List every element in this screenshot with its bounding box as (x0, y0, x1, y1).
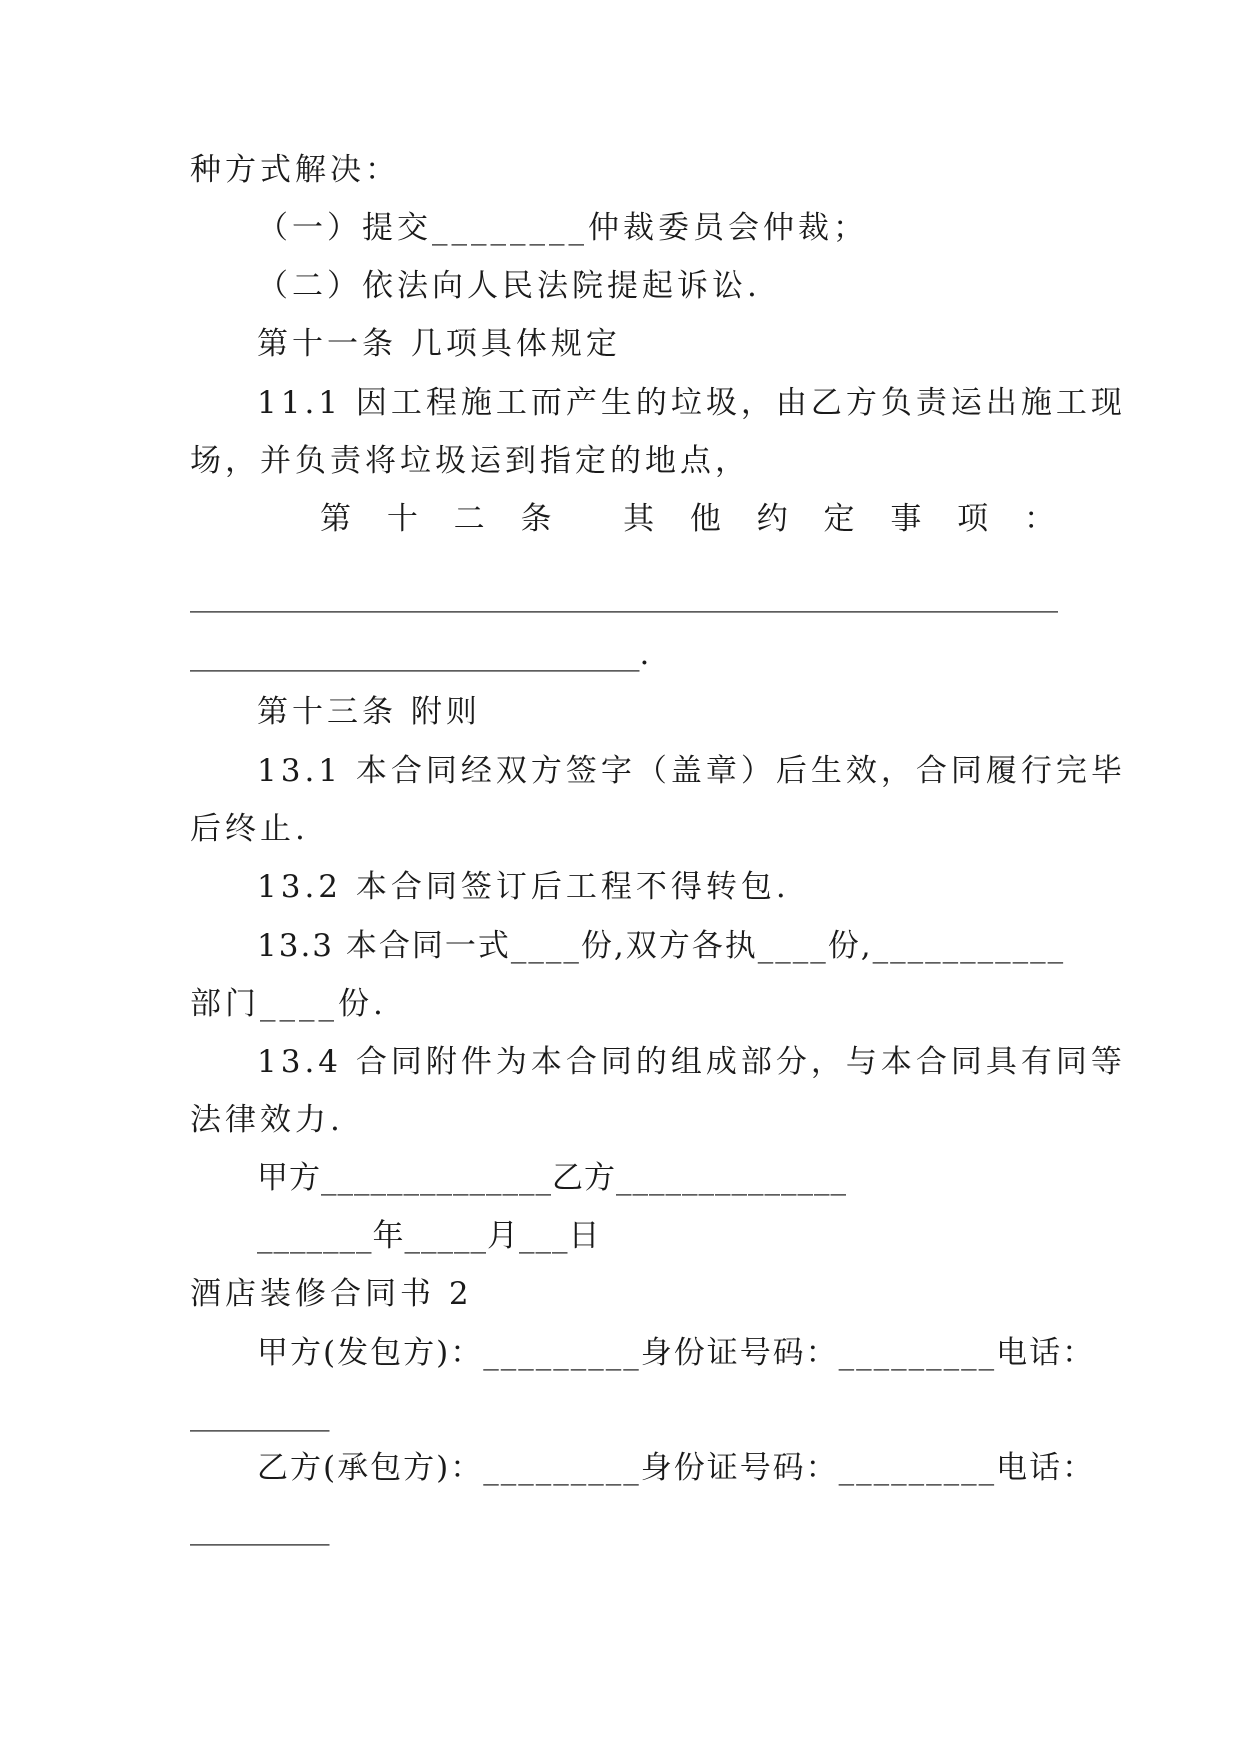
heading-char: 十 (386, 501, 418, 537)
date-line: _______年_____月___日 (257, 1218, 601, 1254)
heading-char: 其 (623, 501, 655, 537)
text-line: 13.1 本合同经双方签字（盖章）后生效，合同履行完毕 (257, 753, 1126, 789)
heading-char: 项 (957, 501, 989, 537)
text-line: 13.3 本合同一式____份,双方各执____份,___________ (257, 928, 1066, 964)
section-heading-spread (320, 499, 1055, 539)
heading-char: 他 (689, 501, 721, 537)
text-line: 13.4 合同附件为本合同的组成部分，与本合同具有同等 (257, 1044, 1126, 1080)
text-line: 后终止. (190, 811, 309, 847)
text-line: 法律效力. (190, 1102, 344, 1138)
section-heading: 第十一条 几项具体规定 (257, 326, 621, 362)
text-line: 种方式解决： (190, 152, 400, 188)
heading-char: 第 (320, 501, 351, 537)
text-line: （一）提交________仲裁委员会仲裁； (257, 210, 868, 246)
heading-char: ： (1023, 501, 1055, 537)
heading-char: 定 (823, 501, 855, 537)
text-line: 场，并负责将垃圾运到指定的地点， (190, 443, 750, 479)
party-a-phone-blank: _________ (190, 1396, 330, 1432)
heading-char: 事 (890, 501, 922, 537)
blank-line: _____________________________. (190, 636, 650, 672)
heading-char: 条 (520, 501, 552, 537)
text-line: 11.1 因工程施工而产生的垃圾，由乙方负责运出施工现 (257, 385, 1126, 421)
party-b-line: 乙方(承包方)：_________身份证号码：_________电话： (257, 1450, 1096, 1486)
heading-char: 二 (453, 501, 485, 537)
text-line: 13.2 本合同签订后工程不得转包. (257, 869, 790, 905)
text-line: 部门____份. (190, 986, 387, 1022)
section-heading: 第十三条 附则 (257, 694, 481, 730)
heading-char: 约 (756, 501, 788, 537)
document-title: 酒店装修合同书 2 (190, 1276, 473, 1312)
signature-line: 甲方______________乙方______________ (257, 1160, 847, 1196)
text-line: （二）依法向人民法院提起诉讼. (257, 268, 761, 304)
party-b-phone-blank: _________ (190, 1510, 330, 1546)
party-a-line: 甲方(发包方)：_________身份证号码：_________电话： (257, 1335, 1096, 1371)
blank-line: ________________________________________________________ (190, 577, 1058, 613)
